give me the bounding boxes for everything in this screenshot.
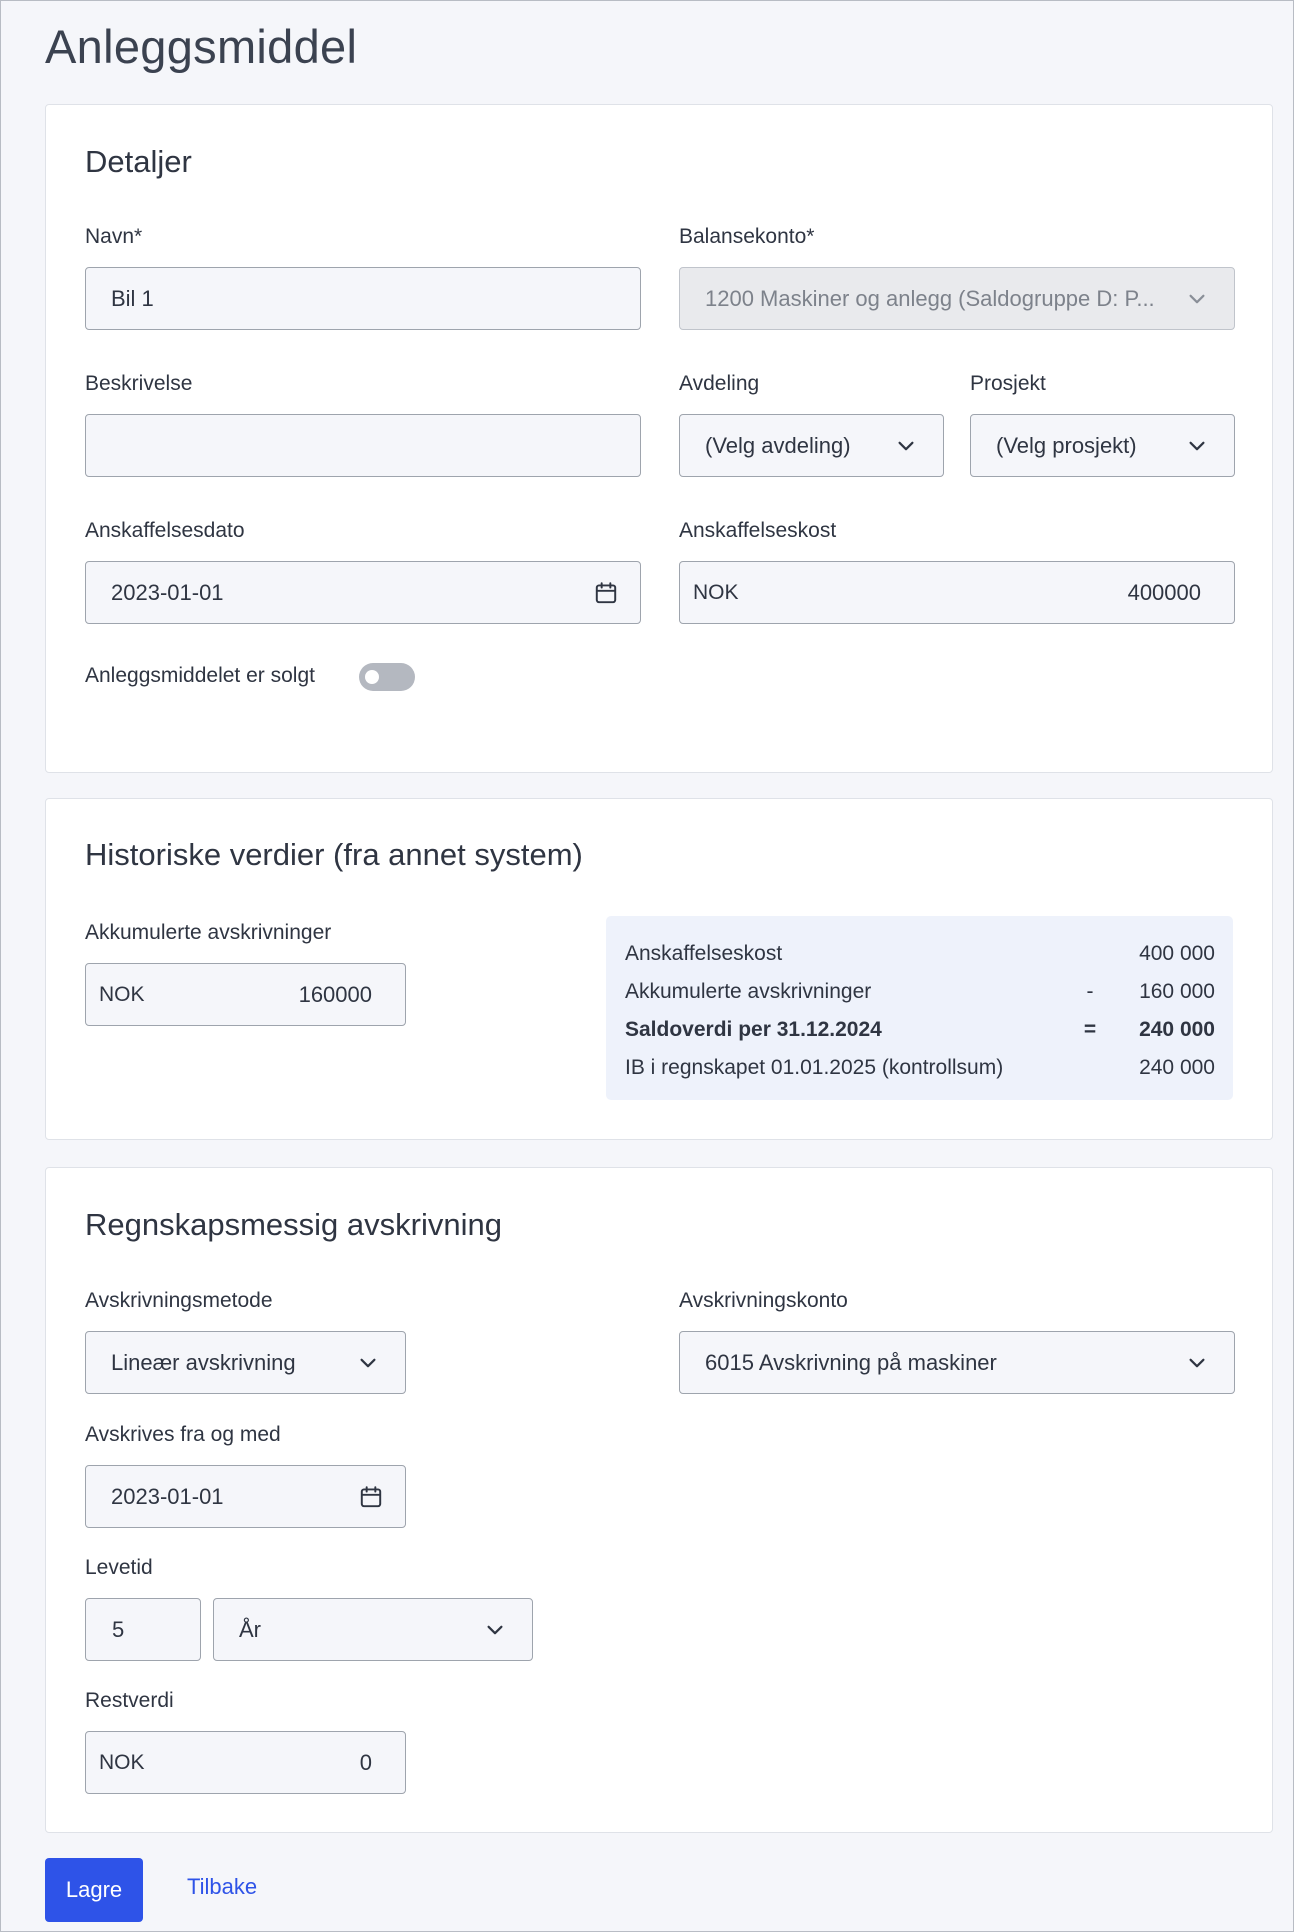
summary-label: Saldoverdi per 31.12.2024 bbox=[625, 1018, 882, 1041]
department-value: (Velg avdeling) bbox=[705, 432, 851, 458]
balance-account-value: 1200 Maskiner og anlegg (Saldogruppe D: P... bbox=[705, 285, 1155, 311]
summary-row bbox=[625, 1049, 1215, 1087]
summary-label: IB i regnskapet 01.01.2025 (kontrollsum) bbox=[625, 1056, 1004, 1079]
name-input[interactable] bbox=[85, 267, 641, 330]
acquisition-date-value: 2023-01-01 bbox=[111, 579, 224, 605]
lifetime-unit-value: År bbox=[239, 1616, 261, 1642]
balance-account-label: Balansekonto* bbox=[679, 225, 815, 248]
acquisition-cost-input[interactable] bbox=[679, 561, 1235, 624]
summary-value: 240 000 bbox=[1139, 1056, 1215, 1079]
calendar-icon[interactable] bbox=[593, 580, 619, 606]
balance-summary bbox=[606, 916, 1233, 1100]
residual-value: 0 bbox=[359, 1749, 372, 1775]
chevron-down-icon bbox=[1186, 288, 1208, 310]
summary-value: 400 000 bbox=[1139, 942, 1215, 965]
summary-value: 160 000 bbox=[1139, 980, 1215, 1003]
summary-row bbox=[625, 935, 1215, 973]
currency-prefix: NOK bbox=[99, 1750, 145, 1774]
chevron-down-icon bbox=[1186, 1352, 1208, 1374]
chevron-down-icon bbox=[1186, 435, 1208, 457]
details-title: Detaljer bbox=[85, 144, 192, 179]
historical-title: Historiske verdier (fra annet system) bbox=[85, 837, 583, 872]
summary-value: 240 000 bbox=[1139, 1018, 1215, 1041]
depreciation-card bbox=[45, 1167, 1273, 1833]
accumulated-value: 160000 bbox=[298, 981, 372, 1007]
project-label: Prosjekt bbox=[970, 372, 1046, 395]
depreciation-account-label: Avskrivningskonto bbox=[679, 1289, 848, 1312]
back-link[interactable]: Tilbake bbox=[187, 1874, 258, 1899]
chevron-down-icon bbox=[895, 435, 917, 457]
currency-prefix: NOK bbox=[693, 580, 739, 604]
sold-toggle[interactable] bbox=[359, 663, 415, 691]
residual-label: Restverdi bbox=[85, 1689, 174, 1712]
currency-prefix: NOK bbox=[99, 982, 145, 1006]
acquisition-cost-value: 400000 bbox=[1127, 579, 1201, 605]
save-button[interactable]: Lagre bbox=[45, 1858, 143, 1922]
balance-account-select bbox=[679, 267, 1235, 330]
description-input[interactable] bbox=[85, 414, 641, 477]
toggle-knob bbox=[365, 670, 379, 684]
calendar-icon[interactable] bbox=[358, 1484, 384, 1510]
project-select[interactable] bbox=[970, 414, 1235, 477]
project-value: (Velg prosjekt) bbox=[996, 432, 1137, 458]
from-date-input[interactable] bbox=[85, 1465, 406, 1528]
acquisition-cost-label: Anskaffelseskost bbox=[679, 519, 837, 542]
method-value: Lineær avskrivning bbox=[111, 1349, 296, 1375]
depreciation-account-select[interactable] bbox=[679, 1331, 1235, 1394]
lifetime-input[interactable] bbox=[85, 1598, 201, 1661]
from-date-label: Avskrives fra og med bbox=[85, 1423, 281, 1446]
depreciation-account-value: 6015 Avskrivning på maskiner bbox=[705, 1349, 997, 1375]
lifetime-unit-select[interactable] bbox=[213, 1598, 533, 1661]
summary-row bbox=[625, 973, 1215, 1011]
lifetime-label: Levetid bbox=[85, 1556, 153, 1579]
accumulated-label: Akkumulerte avskrivninger bbox=[85, 921, 332, 944]
description-label: Beskrivelse bbox=[85, 372, 193, 395]
residual-input[interactable] bbox=[85, 1731, 406, 1794]
summary-operator: = bbox=[1083, 1018, 1097, 1041]
summary-label: Akkumulerte avskrivninger bbox=[625, 980, 872, 1003]
summary-operator: - bbox=[1086, 980, 1094, 1003]
page-title: Anleggsmiddel bbox=[45, 20, 358, 73]
summary-label: Anskaffelseskost bbox=[625, 942, 783, 965]
department-label: Avdeling bbox=[679, 372, 760, 395]
acquisition-date-label: Anskaffelsesdato bbox=[85, 519, 245, 542]
method-select[interactable] bbox=[85, 1331, 406, 1394]
depreciation-title: Regnskapsmessig avskrivning bbox=[85, 1207, 502, 1242]
accumulated-input[interactable] bbox=[85, 963, 406, 1026]
chevron-down-icon bbox=[357, 1352, 379, 1374]
from-date-value: 2023-01-01 bbox=[111, 1483, 224, 1509]
name-label: Navn* bbox=[85, 225, 143, 248]
summary-row bbox=[625, 1011, 1215, 1049]
lifetime-value: 5 bbox=[112, 1616, 125, 1642]
historical-card bbox=[45, 798, 1273, 1140]
department-select[interactable] bbox=[679, 414, 944, 477]
sold-label: Anleggsmiddelet er solgt bbox=[85, 664, 315, 687]
chevron-down-icon bbox=[484, 1619, 506, 1641]
details-card bbox=[45, 104, 1273, 773]
acquisition-date-input[interactable] bbox=[85, 561, 641, 624]
method-label: Avskrivningsmetode bbox=[85, 1289, 273, 1312]
name-value: Bil 1 bbox=[111, 285, 154, 311]
